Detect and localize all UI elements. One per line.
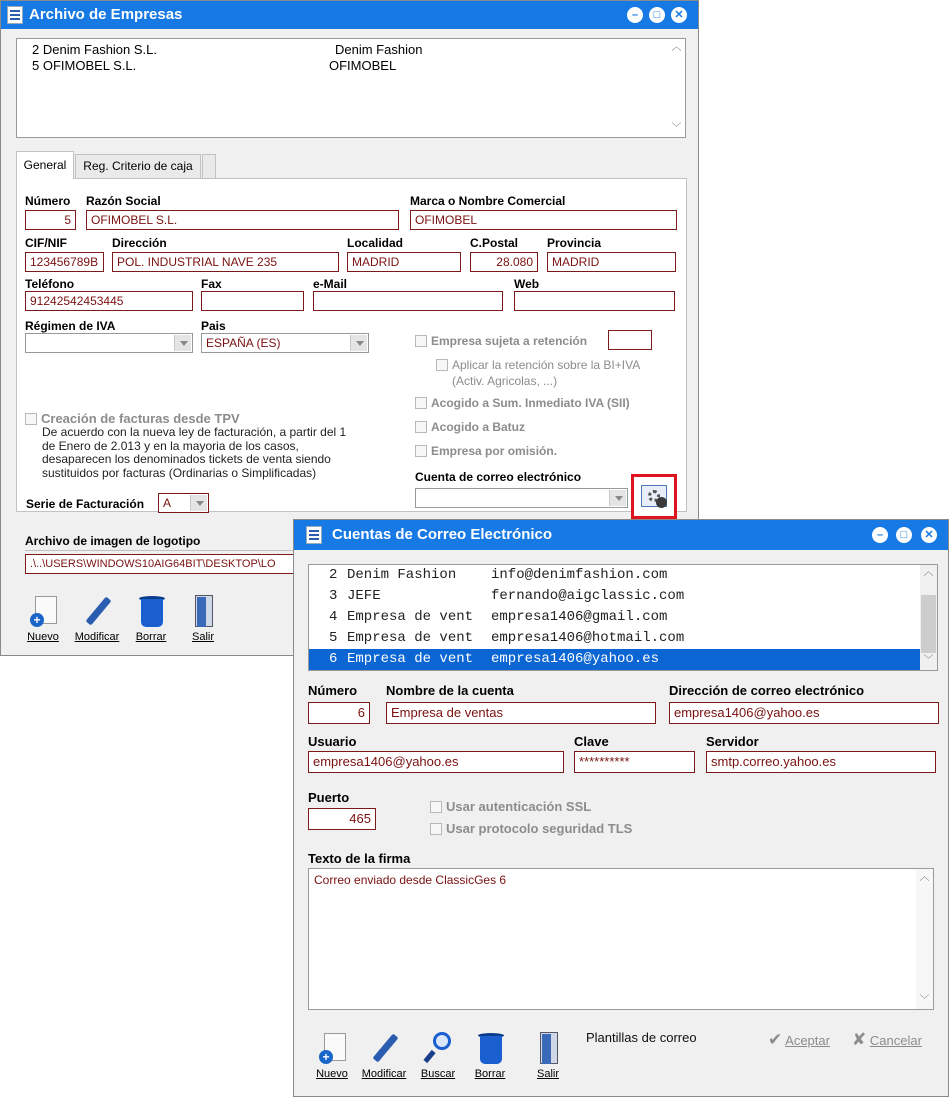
chevron-down-icon[interactable]: ﹀ bbox=[923, 656, 934, 667]
tls-label: Usar protocolo seguridad TLS bbox=[446, 821, 633, 836]
tab-reg-criterio-caja[interactable]: Reg. Criterio de caja bbox=[75, 154, 201, 178]
ssl-checkbox[interactable] bbox=[430, 799, 591, 814]
salir-button[interactable] bbox=[526, 1030, 570, 1080]
clave-field[interactable]: ********** bbox=[574, 751, 695, 773]
accounts-list[interactable] bbox=[308, 564, 938, 671]
tpv-line: de Enero de 2.013 y en la mayoria de los casos, bbox=[42, 438, 299, 453]
account-number: 2 bbox=[329, 567, 338, 583]
buscar-button[interactable] bbox=[416, 1030, 460, 1080]
tpv-label: Creación de facturas desde TPV bbox=[41, 411, 240, 426]
chevron-up-icon[interactable]: ︿ bbox=[919, 872, 930, 883]
account-row[interactable] bbox=[309, 565, 920, 586]
puerto-field[interactable]: 465 bbox=[308, 808, 376, 830]
label-logo: Archivo de imagen de logotipo bbox=[25, 534, 201, 548]
account-email: empresa1406@gmail.com bbox=[491, 609, 668, 625]
scroll-thumb[interactable] bbox=[921, 595, 936, 653]
fax-field[interactable] bbox=[201, 291, 304, 311]
label-clave: Clave bbox=[574, 734, 609, 749]
tls-checkbox[interactable] bbox=[430, 821, 632, 836]
cuentas-titlebar[interactable] bbox=[294, 520, 948, 550]
label-servidor: Servidor bbox=[706, 734, 759, 749]
trash-icon bbox=[474, 1030, 506, 1066]
account-email: empresa1406@hotmail.com bbox=[491, 630, 685, 646]
label-cif: CIF/NIF bbox=[25, 236, 67, 250]
trash-icon bbox=[135, 593, 167, 629]
borrar-button[interactable] bbox=[468, 1030, 512, 1080]
batuz-checkbox[interactable] bbox=[415, 420, 525, 434]
firma-text: Correo enviado desde ClassicGes 6 bbox=[314, 873, 507, 887]
account-row[interactable] bbox=[309, 649, 920, 670]
chevron-down-icon[interactable] bbox=[174, 335, 191, 351]
aceptar-label: Aceptar bbox=[785, 1033, 830, 1048]
label-numero: Número bbox=[308, 683, 358, 698]
app-icon bbox=[306, 526, 322, 544]
nuevo-label: Nuevo bbox=[27, 631, 59, 643]
list-item[interactable] bbox=[32, 58, 136, 73]
batuz-label: Acogido a Batuz bbox=[431, 420, 526, 434]
label-serie: Serie de Facturación bbox=[26, 497, 145, 511]
account-name: JEFE bbox=[347, 588, 381, 604]
account-name: Empresa de vent bbox=[347, 651, 474, 667]
door-icon bbox=[187, 593, 219, 629]
modificar-button[interactable] bbox=[73, 593, 121, 643]
cpostal-field[interactable]: 28.080 bbox=[470, 252, 538, 272]
close-icon[interactable]: ✕ bbox=[921, 527, 937, 543]
nuevo-button[interactable] bbox=[21, 593, 65, 643]
account-number: 6 bbox=[329, 651, 338, 667]
web-field[interactable] bbox=[514, 291, 675, 311]
razon-social-field[interactable]: OFIMOBEL S.L. bbox=[86, 210, 399, 230]
label-email: e-Mail bbox=[313, 277, 348, 291]
nuevo-label: Nuevo bbox=[316, 1068, 348, 1080]
check-icon: ✔ bbox=[768, 1030, 783, 1049]
door-icon bbox=[532, 1030, 564, 1066]
aplicar-retencion-checkbox[interactable] bbox=[436, 358, 640, 372]
logo-divider bbox=[25, 550, 315, 551]
tpv-line: desaparecen los denominados tickets de venta siendo bbox=[42, 452, 331, 466]
chevron-down-icon[interactable]: ﹀ bbox=[919, 995, 930, 1006]
cuenta-correo-select[interactable] bbox=[415, 488, 628, 508]
label-razon-social: Razón Social bbox=[86, 194, 161, 208]
label-direccion: Dirección bbox=[112, 236, 167, 250]
regimen-iva-select[interactable] bbox=[25, 333, 193, 353]
gear-icon bbox=[641, 485, 667, 507]
modificar-label: Modificar bbox=[361, 1068, 407, 1080]
direccion-field[interactable]: POL. INDUSTRIAL NAVE 235 bbox=[112, 252, 339, 272]
chevron-down-icon[interactable] bbox=[609, 490, 626, 506]
label-cpostal: C.Postal bbox=[470, 236, 519, 250]
salir-label: Salir bbox=[191, 631, 214, 643]
account-email: info@denimfashion.com bbox=[491, 567, 668, 583]
pais-value: ESPAÑA (ES) bbox=[206, 336, 281, 350]
account-number: 3 bbox=[329, 588, 338, 604]
numero-field[interactable]: 6 bbox=[308, 702, 370, 724]
chevron-down-icon[interactable]: ﹀ bbox=[671, 123, 682, 134]
new-document-icon: + bbox=[316, 1030, 348, 1066]
list-item[interactable] bbox=[32, 42, 157, 57]
ssl-label: Usar autenticación SSL bbox=[446, 799, 592, 814]
label-localidad: Localidad bbox=[347, 236, 404, 250]
plantillas-correo-link[interactable]: Plantillas de correo bbox=[586, 1030, 697, 1045]
borrar-label: Borrar bbox=[135, 631, 167, 643]
maximize-icon[interactable]: □ bbox=[896, 527, 912, 543]
cif-field[interactable]: 123456789B bbox=[25, 252, 104, 272]
account-name: Denim Fashion bbox=[347, 567, 457, 583]
telefono-field[interactable]: 91242542453445 bbox=[25, 291, 193, 311]
tpv-checkbox[interactable] bbox=[25, 411, 240, 426]
chevron-up-icon[interactable]: ︿ bbox=[671, 42, 682, 53]
omision-label: Empresa por omisión. bbox=[431, 444, 558, 458]
account-row[interactable] bbox=[309, 607, 920, 628]
list-item-brand: OFIMOBEL bbox=[329, 58, 397, 73]
account-row[interactable] bbox=[309, 628, 920, 649]
accounts-scrollbar[interactable] bbox=[920, 565, 937, 670]
logo-path-field[interactable]: .\..\USERS\WINDOWS10AIG64BIT\DESKTOP\LO bbox=[25, 554, 305, 574]
label-direccion-correo: Dirección de correo electrónico bbox=[669, 683, 865, 698]
app-icon bbox=[7, 6, 23, 24]
borrar-button[interactable] bbox=[129, 593, 173, 643]
label-web: Web bbox=[514, 277, 540, 291]
label-fax: Fax bbox=[201, 277, 222, 291]
tab-general[interactable]: General bbox=[16, 151, 74, 179]
tab-extra[interactable] bbox=[202, 154, 216, 178]
new-document-icon: + bbox=[27, 593, 59, 629]
minimize-icon[interactable]: – bbox=[627, 7, 643, 23]
account-number: 4 bbox=[329, 609, 338, 625]
close-icon: ✘ bbox=[852, 1030, 867, 1049]
email-field[interactable] bbox=[313, 291, 503, 311]
retencion-checkbox[interactable] bbox=[415, 334, 587, 348]
pais-select[interactable] bbox=[201, 333, 369, 353]
list-scrollbar[interactable] bbox=[668, 39, 685, 137]
salir-label: Salir bbox=[536, 1068, 559, 1080]
chevron-down-icon[interactable] bbox=[190, 495, 207, 511]
buscar-label: Buscar bbox=[420, 1068, 456, 1080]
account-email: empresa1406@yahoo.es bbox=[491, 651, 660, 667]
label-telefono: Teléfono bbox=[25, 277, 75, 291]
retencion-label: Empresa sujeta a retención bbox=[431, 334, 588, 348]
serie-value: A bbox=[163, 496, 172, 510]
account-row[interactable] bbox=[309, 586, 920, 607]
cancelar-button[interactable] bbox=[852, 1030, 922, 1050]
numero-field[interactable]: 5 bbox=[25, 210, 76, 230]
label-marca: Marca o Nombre Comercial bbox=[410, 194, 566, 208]
label-usuario: Usuario bbox=[308, 734, 357, 749]
window-title: Archivo de Empresas bbox=[29, 6, 183, 23]
company-list[interactable] bbox=[16, 38, 686, 138]
email-settings-button[interactable] bbox=[631, 474, 677, 519]
direccion-correo-field[interactable]: empresa1406@yahoo.es bbox=[669, 702, 939, 724]
modificar-button[interactable] bbox=[360, 1030, 408, 1080]
company-name: 5 OFIMOBEL S.L. bbox=[32, 58, 137, 73]
label-provincia: Provincia bbox=[547, 236, 602, 250]
chevron-up-icon[interactable]: ︿ bbox=[923, 568, 934, 579]
modificar-label: Modificar bbox=[74, 631, 120, 643]
nuevo-button[interactable] bbox=[312, 1030, 352, 1080]
provincia-field[interactable]: MADRID bbox=[547, 252, 676, 272]
firma-textarea[interactable] bbox=[308, 868, 934, 1010]
label-pais: Pais bbox=[201, 319, 226, 333]
tpv-description bbox=[42, 426, 346, 480]
cuentas-correo-window bbox=[293, 519, 949, 1097]
usuario-field[interactable]: empresa1406@yahoo.es bbox=[308, 751, 564, 773]
account-number: 5 bbox=[329, 630, 338, 646]
empresas-titlebar[interactable] bbox=[1, 1, 698, 29]
account-email: fernando@aigclassic.com bbox=[491, 588, 685, 604]
search-icon bbox=[422, 1030, 454, 1066]
pen-icon bbox=[81, 593, 113, 629]
aceptar-button[interactable] bbox=[768, 1030, 830, 1050]
minimize-icon[interactable]: – bbox=[872, 527, 888, 543]
servidor-field[interactable]: smtp.correo.yahoo.es bbox=[706, 751, 936, 773]
marca-field[interactable]: OFIMOBEL bbox=[410, 210, 677, 230]
chevron-down-icon[interactable] bbox=[350, 335, 367, 351]
list-item-brand: Denim Fashion bbox=[335, 42, 423, 57]
sii-checkbox[interactable] bbox=[415, 396, 630, 410]
company-name: 2 Denim Fashion S.L. bbox=[32, 42, 158, 57]
label-cuenta-correo: Cuenta de correo electrónico bbox=[415, 470, 582, 484]
serie-select[interactable] bbox=[158, 493, 209, 513]
borrar-label: Borrar bbox=[474, 1068, 506, 1080]
label-numero: Número bbox=[25, 194, 71, 208]
account-name: Empresa de vent bbox=[347, 609, 474, 625]
label-nombre-cuenta: Nombre de la cuenta bbox=[386, 683, 514, 698]
nombre-cuenta-field[interactable]: Empresa de ventas bbox=[386, 702, 656, 724]
localidad-field[interactable]: MADRID bbox=[347, 252, 461, 272]
cancelar-label: Cancelar bbox=[869, 1033, 922, 1048]
salir-button[interactable] bbox=[181, 593, 225, 643]
retencion-field[interactable] bbox=[608, 330, 652, 350]
firma-scrollbar[interactable] bbox=[916, 869, 933, 1009]
sii-label: Acogido a Sum. Inmediato IVA (SII) bbox=[431, 396, 630, 410]
tpv-line: sustituidos por facturas (Ordinarias o Simplificadas) bbox=[42, 465, 317, 480]
maximize-icon[interactable]: □ bbox=[649, 7, 665, 23]
label-puerto: Puerto bbox=[308, 790, 350, 805]
aplicar-retencion-note: (Activ. Agricolas, ...) bbox=[452, 374, 558, 388]
pen-icon bbox=[368, 1030, 400, 1066]
omision-checkbox[interactable] bbox=[415, 444, 557, 458]
account-name: Empresa de vent bbox=[347, 630, 474, 646]
label-firma: Texto de la firma bbox=[308, 851, 411, 866]
close-icon[interactable]: ✕ bbox=[671, 7, 687, 23]
window-title: Cuentas de Correo Electrónico bbox=[332, 526, 553, 543]
tpv-line: De acuerdo con la nueva ley de facturación, a partir del 1 bbox=[42, 425, 347, 439]
aplicar-retencion-label: Aplicar la retención sobre la BI+IVA bbox=[452, 358, 641, 372]
label-regimen-iva: Régimen de IVA bbox=[25, 319, 116, 333]
